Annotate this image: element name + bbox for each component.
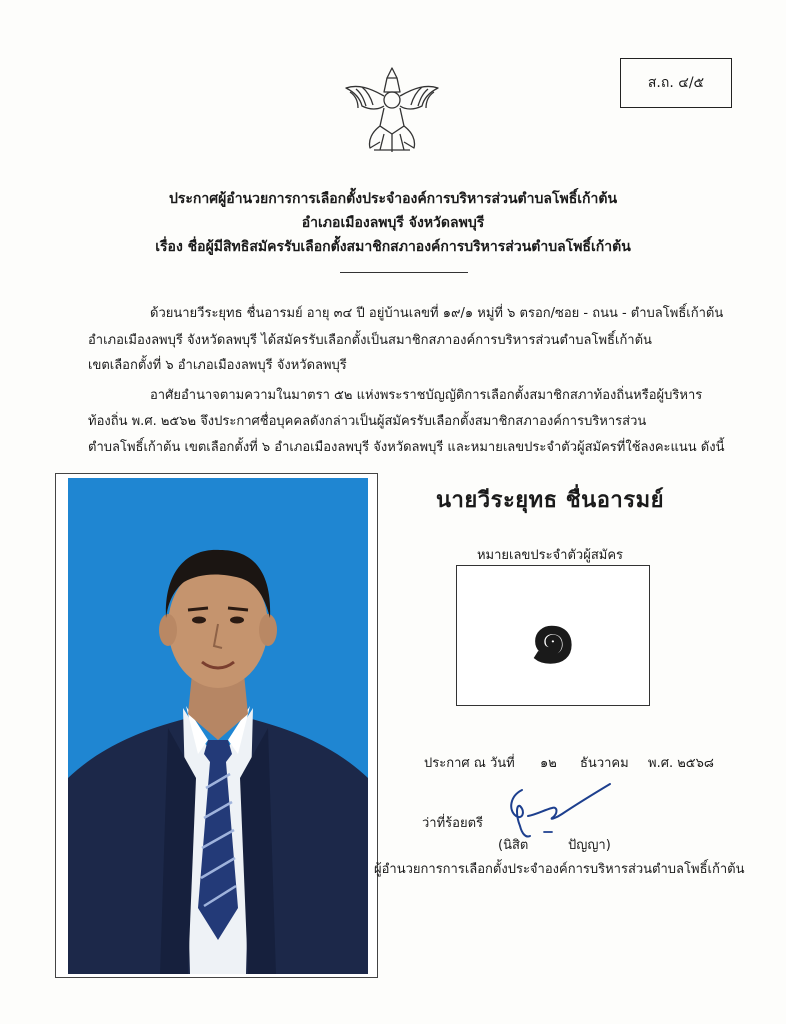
paragraph-1-line-1: ด้วยนายวีระยุทธ ชื่นอารมย์ อายุ ๓๔ ปี อยู่บ้านเลขที่ ๑๙/๑ หมู่ที่ ๖ ตรอก/ซอย - ถนน - ตำบลโพธิ์เก้าต้น <box>150 306 724 321</box>
announce-prefix: ประกาศ ณ วันที่ <box>424 756 515 771</box>
paragraph-2-line-1: อาศัยอำนาจตามความในมาตรา ๕๒ แห่งพระราชบัญญัติการเลือกตั้งสมาชิกสภาท้องถิ่นหรือผู้บริหาร <box>150 388 703 403</box>
paragraph-1-line-3: เขตเลือกตั้งที่ ๖ อำเภอเมืองลพบุรี จังหวัดลพบุรี <box>88 358 347 373</box>
candidate-number: ๑ <box>528 591 578 681</box>
paragraph-2-line-3: ตำบลโพธิ์เก้าต้น เขตเลือกตั้งที่ ๖ อำเภอเมืองลพบุรี จังหวัดลพบุรี และหมายเลขประจำตัวผู้สมัครที่ใช้ลงคะแนน ดังนี้ <box>88 440 725 455</box>
candidate-photo <box>68 478 368 974</box>
signer-name-last: ปัญญา) <box>568 838 611 853</box>
announcement-subject: เรื่อง ชื่อผู้มีสิทธิสมัครรับเลือกตั้งสมาชิกสภาองค์การบริหารส่วนตำบลโพธิ์เก้าต้น <box>155 239 631 255</box>
signer-rank: ว่าที่ร้อยตรี <box>422 816 484 831</box>
announce-year: พ.ศ. ๒๕๖๘ <box>648 756 714 771</box>
announce-day: ๑๒ <box>540 756 557 771</box>
announcement-district: อำเภอเมืองลพบุรี จังหวัดลพบุรี <box>301 215 485 231</box>
signer-name-first: (นิสิต <box>498 838 529 853</box>
garuda-emblem-icon <box>340 62 444 158</box>
document-code: ส.ถ. ๔/๕ <box>647 75 705 91</box>
signer-title: ผู้อำนวยการการเลือกตั้งประจำองค์การบริหารส่วนตำบลโพธิ์เก้าต้น <box>374 862 745 877</box>
paragraph-2-line-2: ท้องถิ่น พ.ศ. ๒๕๖๒ จึงประกาศชื่อบุคคลดังกล่าวเป็นผู้สมัครรับเลือกตั้งสมาชิกสภาองค์การบริหารส่วน <box>88 414 647 429</box>
announcement-heading: ประกาศผู้อำนวยการการเลือกตั้งประจำองค์การบริหารส่วนตำบลโพธิ์เก้าต้น <box>168 191 618 207</box>
candidate-number-label: หมายเลขประจำตัวผู้สมัคร <box>476 548 624 563</box>
paragraph-1-line-2: อำเภอเมืองลพบุรี จังหวัดลพบุรี ได้สมัครรับเลือกตั้งเป็นสมาชิกสภาองค์การบริหารส่วนตำบลโพธิ์เก้าต้น <box>88 333 652 348</box>
announce-month: ธันวาคม <box>580 756 629 771</box>
candidate-name: นายวีระยุทธ ชื่นอารมย์ <box>436 488 664 513</box>
document-code-box <box>620 58 732 108</box>
divider <box>340 272 468 273</box>
